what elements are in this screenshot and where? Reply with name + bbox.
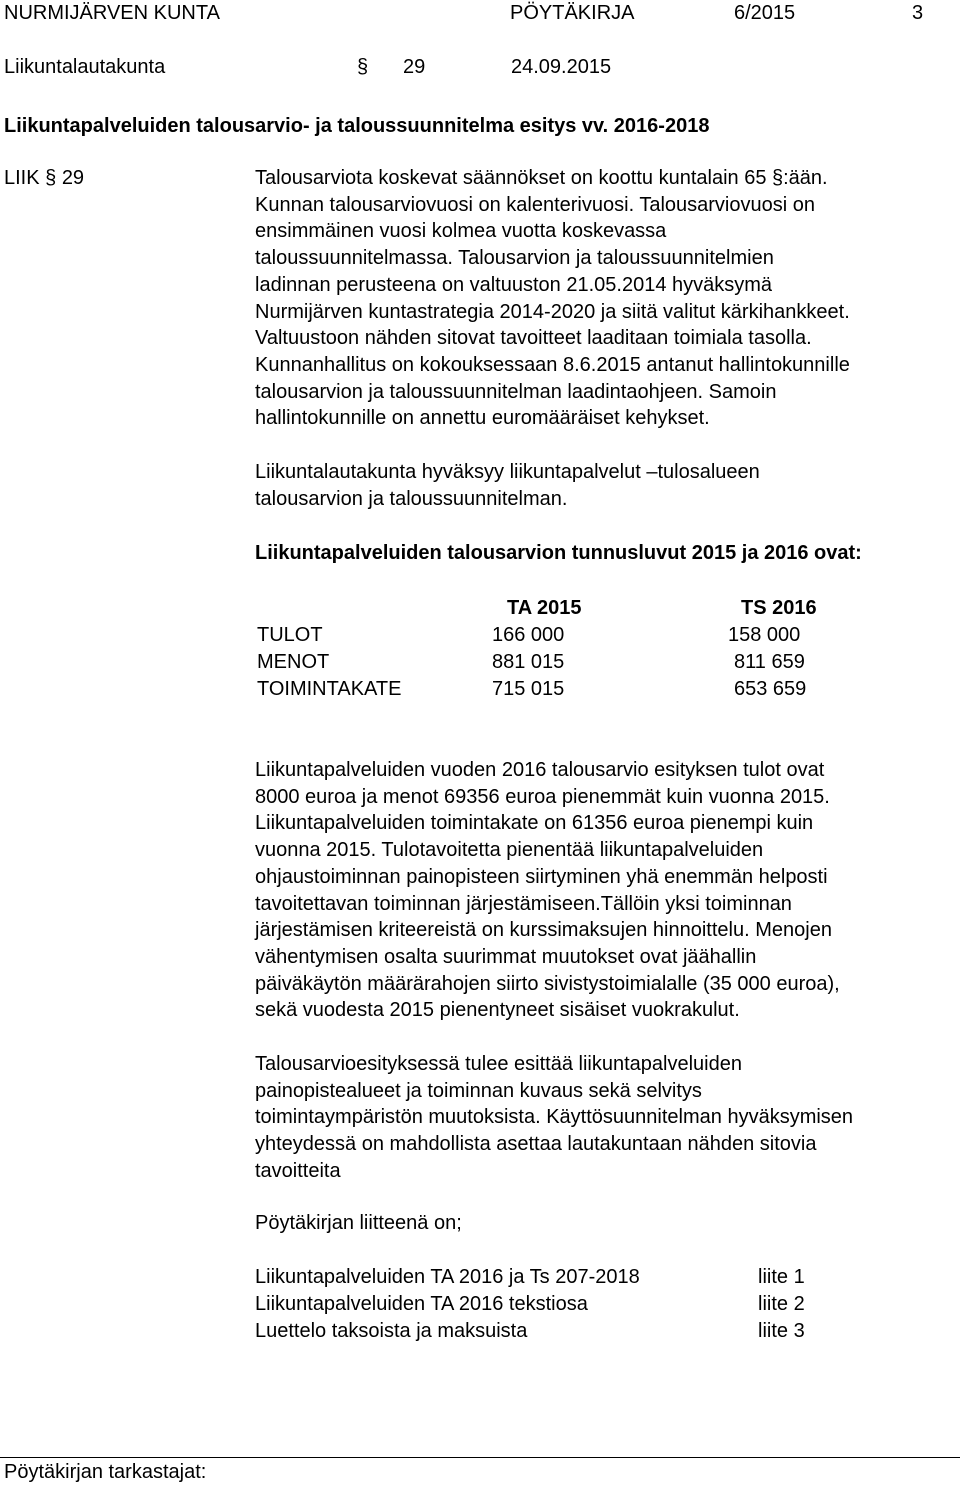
meeting-date: 24.09.2015 xyxy=(511,56,612,78)
table-row-label: MENOT xyxy=(257,651,330,673)
key-figures-heading: Liikuntapalveluiden talousarvion tunnusluvut 2015 ja 2016 ovat: xyxy=(255,542,862,564)
attachment-name: Luettelo taksoista ja maksuista xyxy=(255,1320,528,1342)
table-cell-ts2016: 811 659 xyxy=(734,651,805,673)
table-cell-ts2016: 653 659 xyxy=(734,678,807,700)
section-number: 29 xyxy=(403,56,426,78)
table-cell-ta2015: 166 000 xyxy=(492,624,565,646)
table-header-ts2016: TS 2016 xyxy=(741,597,817,619)
attachment-ref: liite 3 xyxy=(758,1320,805,1342)
table-row-label: TULOT xyxy=(257,624,323,646)
page-title: Liikuntapalveluiden talousarvio- ja taloussuunnitelma esitys vv. 2016-2018 xyxy=(4,115,710,137)
paragraph-decision: Liikuntalautakunta hyväksyy liikuntapalvelut –tulosalueen talousarvion ja taloussuunnitelman. xyxy=(255,461,760,510)
org-name: NURMIJÄRVEN KUNTA xyxy=(4,2,220,24)
page-number: 3 xyxy=(912,2,924,24)
table-cell-ts2016: 158 000 xyxy=(728,624,801,646)
paragraph-regulations: Talousarviota koskevat säännökset on koottu kuntalain 65 §:ään. Kunnan talousarviovuosi on kalenterivuosi. Talousarviovuosi on ensimmäinen vuosi kolmea vuotta koskevassa taloussuunnitelmassa. Talousarvion ja taloussuunnitelmien ladinnan perusteena on valtuuston 21.05.2014 hyväksymä Nurmijärven kuntastrategia 2014-2020 ja siitä valitut kärkihankkeet. Valtuustoon nähden sitovat tavoitteet laaditaan toimiala tasolla. Kunnanhallitus on kokouksessaan 8.6.2015 antanut hallintokunnille talousarvion ja taloussuunnitelman laadintaohjeen. Samoin hallintokunnille on annettu euromääräiset kehykset. xyxy=(255,167,850,430)
footer-divider xyxy=(0,1457,960,1458)
attachment-ref: liite 2 xyxy=(758,1293,805,1315)
doc-number: 6/2015 xyxy=(734,2,796,24)
board-name: Liikuntalautakunta xyxy=(4,56,166,78)
table-cell-ta2015: 881 015 xyxy=(492,651,565,673)
paragraph-presentation: Talousarvioesityksessä tulee esittää liikuntapalveluiden painopistealueet ja toiminnan kuvaus sekä selvitys toimintaympäristön muutoksista. Käyttösuunnitelman hyväksymisen yhteydessä on mahdollista asettaa lautakuntaan nähden sitovia tavoitteita xyxy=(255,1053,854,1182)
table-header-ta2015: TA 2015 xyxy=(507,597,582,619)
table-row-label: TOIMINTAKATE xyxy=(257,678,402,700)
section-mark: § xyxy=(357,56,369,78)
attachment-name: Liikuntapalveluiden TA 2016 tekstiosa xyxy=(255,1293,588,1315)
table-cell-ta2015: 715 015 xyxy=(492,678,565,700)
footer-checkers-label: Pöytäkirjan tarkastajat: xyxy=(4,1461,207,1483)
attachments-intro: Pöytäkirjan liitteenä on; xyxy=(255,1212,462,1234)
section-label: LIIK § 29 xyxy=(4,167,85,189)
attachment-name: Liikuntapalveluiden TA 2016 ja Ts 207-2018 xyxy=(255,1266,640,1288)
attachment-ref: liite 1 xyxy=(758,1266,805,1288)
paragraph-budget-changes: Liikuntapalveluiden vuoden 2016 talousarvio esityksen tulot ovat 8000 euroa ja menot 69356 euroa pienemmät kuin vuonna 2015. Liikuntapalveluiden toimintakate on 61356 euroa pienempi kuin vuonna 2015. Tulotavoitetta pienentää liikuntapalveluiden ohjaustoiminnan painopisteen siirtyminen yhä enemmän helposti tavoitettavan toiminnan järjestämiseen.Tällöin yksi toiminnan järjestämisen kriteereistä on kurssimaksujen hinnoittelu. Menojen vähentymisen osalta suurimmat muutokset ovat jäähallin päiväkäytön määrärahojen siirto sivistystoimialalle (35 000 euroa), sekä vuodesta 2015 pienentyneet sisäiset vuokrakulut. xyxy=(255,759,840,1022)
doc-type: PÖYTÄKIRJA xyxy=(510,2,635,24)
